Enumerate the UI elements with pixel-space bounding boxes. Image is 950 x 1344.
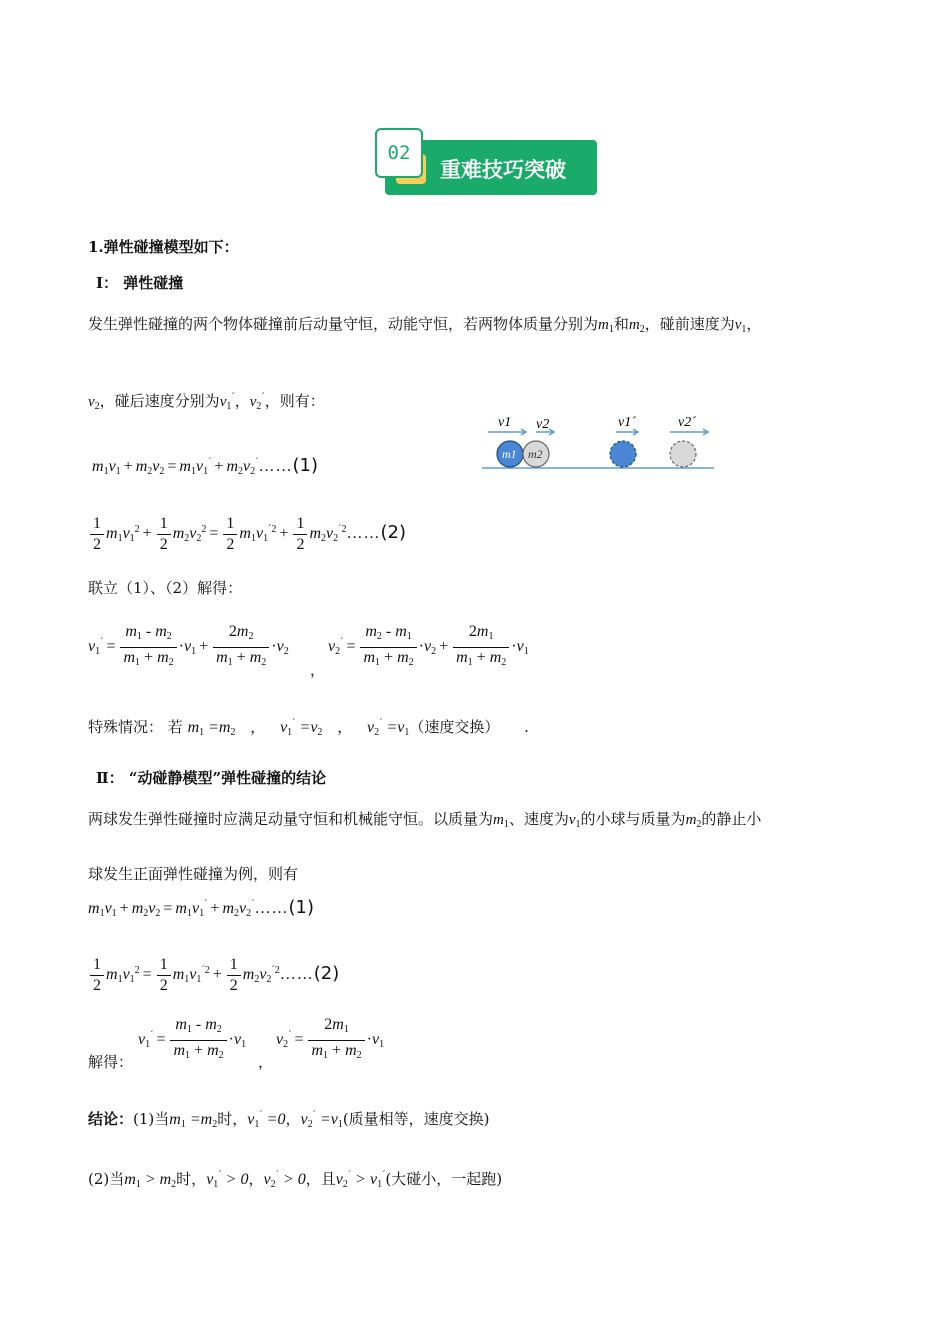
equation-energy-s2: $\frac{1}{2}$ $m_1v_1^2$ = $\frac{1}{2}$ $m_1v_1^{´2}$ + $\frac{1}{2}$ $m_2v_2^{´2}\dots\dots(2)$ (88, 955, 339, 996)
solution-s2-v1-prime: $v_1^´$ = $\frac{m_1 - m_2}{m_1 + m_2}$ $\cdot v_1$ (138, 1016, 247, 1061)
section-number: 02 (375, 128, 423, 178)
s2-p1-d: 的静止小 (701, 810, 762, 828)
p2-text-a: ，碰后速度分别为 (99, 392, 220, 410)
special-comma-2: ， (337, 718, 353, 736)
solution-comma: ， (310, 661, 326, 679)
c1-b: 时， (217, 1110, 248, 1128)
ball-m1-label: m1 (502, 447, 517, 461)
p1-text-c: ， (746, 315, 762, 333)
special-end: . (524, 718, 529, 736)
p1-he: 和 (613, 315, 629, 333)
p1-text-a: 发生弹性碰撞的两个物体碰撞前后动量守恒，动能守恒，若两物体质量分别为 (88, 315, 599, 333)
equation-momentum-1: $m_1v_1 + m_2v_2 = m_1v_1^´$ + $m_2v_2^´\dots\dots(1)$ (92, 455, 318, 477)
conclusion-line-1: 结论：(1)当$m_1 =m_2$时，$v_1^´ =0$，$v_2^´ =v_1$(质量相等，速度交换) (88, 1110, 490, 1130)
collision-diagram (478, 410, 718, 476)
p2-text-c: ，则有： (264, 392, 325, 410)
ball-m2-label: m2 (528, 447, 543, 461)
label-v2-prime: v2´ (678, 415, 696, 430)
c2-a: (2)当 (88, 1170, 125, 1188)
velocity-arrows (488, 429, 708, 435)
special-label: 特殊情况： 若 (88, 718, 183, 736)
v2-prime-symbol: $v_2^´$ (249, 392, 265, 412)
equation-momentum-s2: $m_1v_1 + m_2v_2 = m_1v_1^´$ + $m_2v_2^´\dots\dots(1)$ (88, 897, 314, 919)
solution-s2-v2-prime: $v_2^´$ = $\frac{2m_1}{m_1 + m_2}$ $\cdot v_1$ (276, 1016, 385, 1061)
conclusion-label: 结论： (88, 1110, 134, 1128)
paragraph-line-2 (88, 388, 325, 417)
solve-comma-2: ， (258, 1053, 274, 1071)
s2-p1-b: 、速度为 (508, 810, 569, 828)
v1-prime-symbol: $v_1^´$ (219, 392, 235, 412)
m2-symbol: $m_2$ (628, 317, 645, 335)
equation-energy-2: $\frac{1}{2}$ $m_1v_1^2$ + $\frac{1}{2}$ $m_2v_2^2$ = $\frac{1}{2}$ $m_1v_1^{´2}$ + $\frac{1}{2}$ $m_2v_2^{´2}\dots\dots(2)$ (88, 514, 406, 555)
c1-c: ， (285, 1110, 301, 1128)
v1-symbol: $v_1$ (734, 317, 747, 335)
section2-paragraph-line-2: 球发生正面弹性碰撞为例，则有 (88, 865, 299, 883)
section2-paragraph-line-1: 两球发生弹性碰撞时应满足动量守恒和机械能守恒。以质量为$m_1$、速度为$v_1$的小球与质量为$m_2$的静止小 (88, 810, 762, 830)
special-note: （速度交换） (409, 718, 500, 736)
ball-m1-after (610, 441, 636, 467)
label-v1: v1 (498, 415, 512, 430)
subheading-elastic-collision: Ⅰ： 弹性碰撞 (96, 274, 184, 292)
v2-symbol: $v_2$ (88, 394, 100, 412)
special-case-line: 特殊情况： 若 $m_1 =m_2$ ， $v_1^´ =v_2$ ， $v_2^´ =v_1$（速度交换） . (88, 718, 529, 738)
p1-text-b: ，碰前速度为 (644, 315, 735, 333)
m1-symbol: $m_1$ (598, 317, 614, 335)
solution-v1-prime: $v_1^´$ = $\frac{m_1 - m_2}{m_1 + m_2}$ $\cdot v_1$ + $\frac{2m_2}{m_1 + m_2}$ $\cdot v_2$ (88, 623, 289, 668)
subheading-moving-stationary: Ⅱ： “动碰静模型”弹性碰撞的结论 (96, 769, 327, 787)
s2-p1-c: 的小球与质量为 (580, 810, 686, 828)
ball-m2-after (670, 441, 696, 467)
s2-p1-a: 两球发生弹性碰撞时应满足动量守恒和机械能守恒。以质量为 (88, 810, 494, 828)
c2-c: ， (248, 1170, 264, 1188)
c2-b: 时， (176, 1170, 207, 1188)
solve-label-2: 解得： (88, 1053, 134, 1071)
section-title: 重难技巧突破 (440, 158, 566, 182)
paragraph-line-1 (88, 314, 761, 340)
special-comma-1: ， (250, 718, 266, 736)
label-v1-prime: v1´ (618, 415, 636, 430)
c1-d: (质量相等，速度交换) (342, 1110, 490, 1128)
c1-a: (1)当 (133, 1110, 170, 1128)
c2-d: ，且 (305, 1170, 336, 1188)
c2-e: (大碰小，一起跑) (385, 1170, 503, 1188)
heading-elastic-model: 1.弹性碰撞模型如下： (88, 238, 239, 256)
label-v2: v2 (536, 417, 550, 432)
solution-v2-prime: $v_2^´$ = $\frac{m_2 - m_1}{m_1 + m_2}$ $\cdot v_2$ + $\frac{2m_1}{m_1 + m_2}$ $\cdot v_1$ (328, 623, 529, 668)
conclusion-line-2: (2)当$m_1 > m_2$时，$v_1^´ > 0$，$v_2^´ > 0$，且$v_2^´ > v_1^´$(大碰小，一起跑) (88, 1170, 503, 1190)
p2-text-b: ， (234, 392, 250, 410)
solve-label-1: 联立（1）、（2）解得： (88, 579, 243, 597)
